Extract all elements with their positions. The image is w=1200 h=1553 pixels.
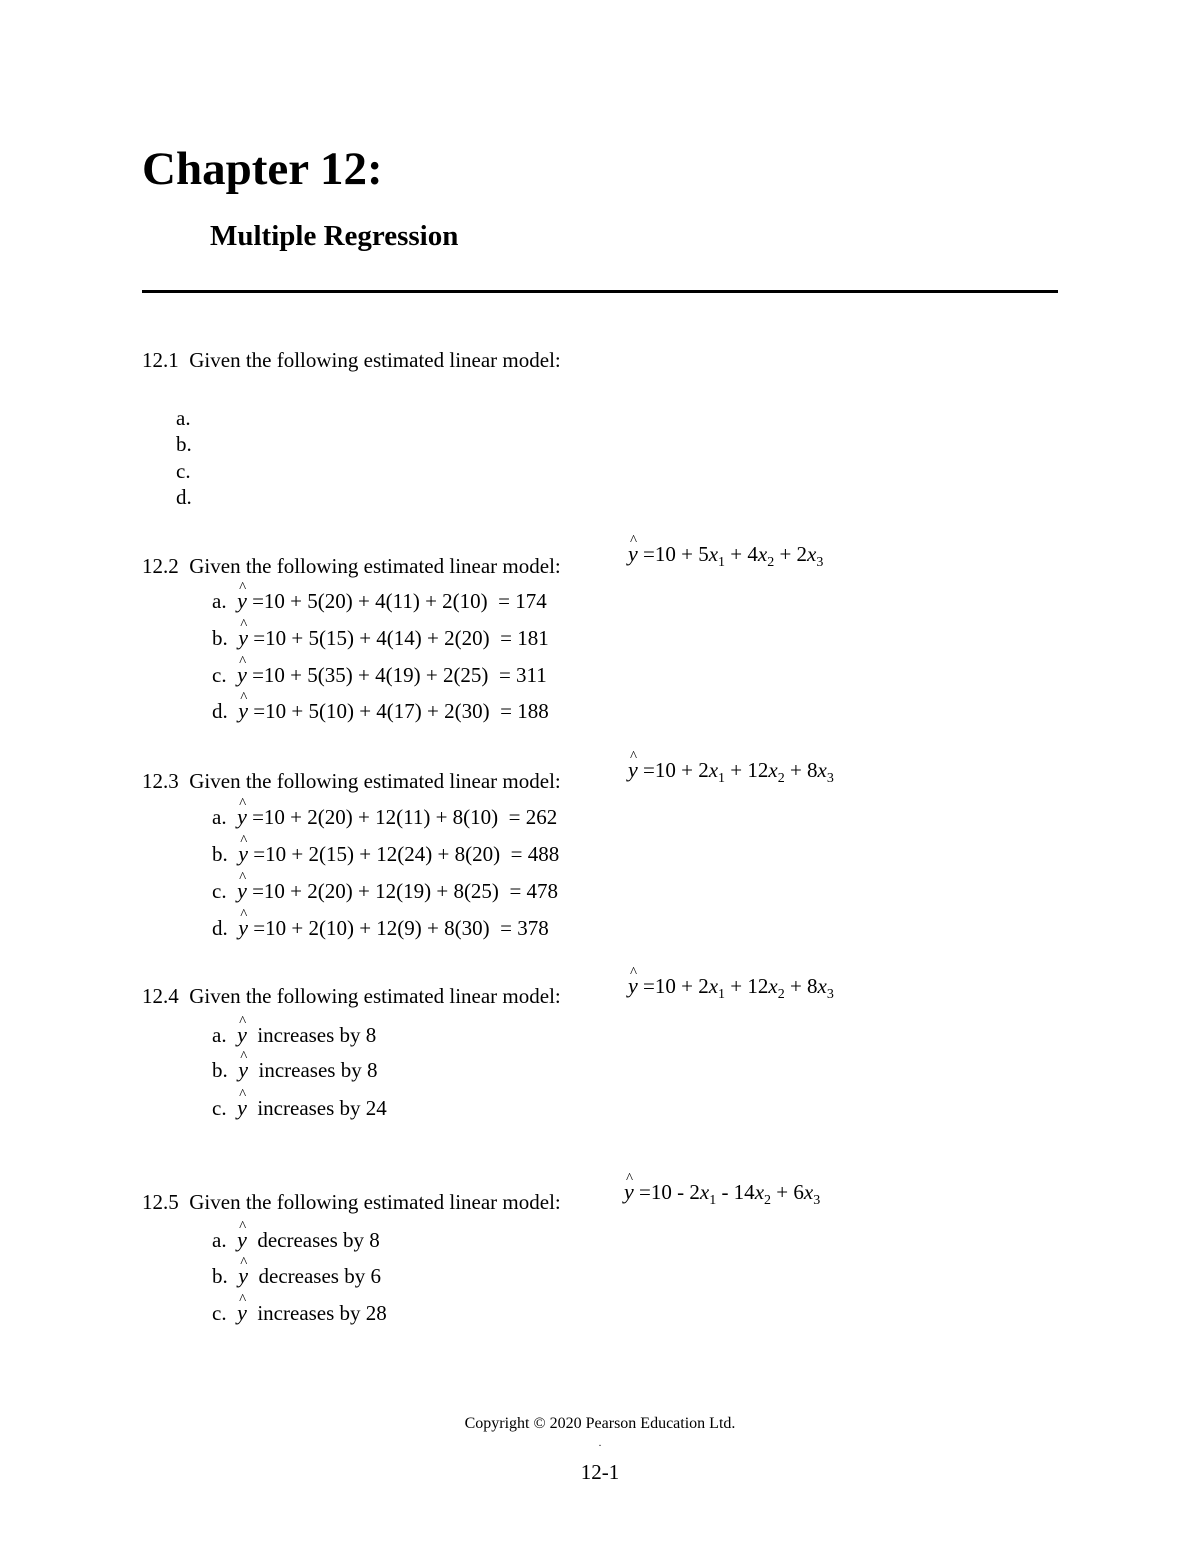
y-hat-symbol: ^ y [237, 1024, 247, 1046]
answer-item: a. ^ y decreases by 8 [212, 1229, 380, 1251]
question-number: 12.2 [142, 554, 179, 578]
y-hat-symbol: ^ y [624, 1181, 634, 1203]
question-number: 12.3 [142, 769, 179, 793]
y-hat-symbol: ^ y [237, 664, 247, 686]
answer-item: c. ^ y increases by 24 [212, 1097, 387, 1119]
y-hat-symbol: ^ y [238, 917, 248, 939]
copyright-notice: Copyright © 2020 Pearson Education Ltd. [464, 1415, 736, 1432]
question-12-4 [142, 986, 561, 1007]
question-12-3 [142, 771, 561, 792]
question-12-1 [142, 350, 561, 371]
y-hat-symbol: ^ y [628, 759, 638, 781]
y-hat-symbol: ^ y [237, 806, 247, 828]
page-number: 12-1 [580, 1460, 620, 1484]
y-hat-symbol: ^ y [237, 1302, 247, 1324]
answer-label: b. [176, 432, 192, 456]
answer-item: a. ^ y =10 + 2(20) + 12(11) + 8(10) = 262 [212, 806, 557, 828]
question-number: 12.4 [142, 984, 179, 1008]
y-hat-symbol: ^ y [237, 1097, 247, 1119]
answer-item: a. ^ y increases by 8 [212, 1024, 376, 1046]
header-divider [142, 290, 1058, 293]
question-text: Given the following estimated linear model: [189, 769, 561, 793]
answer-label: a. [176, 406, 191, 430]
answer-item: c. ^ y =10 + 2(20) + 12(19) + 8(25) = 478 [212, 880, 558, 902]
question-12-5 [142, 1192, 561, 1213]
question-number: 12.1 [142, 348, 179, 372]
model-equation: ^ $y =10 + 2x_1 + 12x_2 + 8x_3$ [628, 975, 834, 1002]
y-hat-symbol: ^ y [238, 627, 248, 649]
model-equation: ^ $y =10 + 2x_1 + 12x_2 + 8x_3$ [628, 759, 834, 786]
question-text: Given the following estimated linear model: [189, 554, 561, 578]
answer-item: c. ^ y increases by 28 [212, 1302, 387, 1324]
question-number: 12.5 [142, 1190, 179, 1214]
answer-item: b. ^ y =10 + 2(15) + 12(24) + 8(20) = 488 [212, 843, 559, 865]
answer-item: b. ^ y =10 + 5(15) + 4(14) + 2(20) = 181 [212, 627, 549, 649]
answer-item: c. ^ y =10 + 5(35) + 4(19) + 2(25) = 311 [212, 664, 547, 686]
chapter-title: Chapter 12: [142, 143, 383, 195]
y-hat-symbol: ^ y [237, 590, 247, 612]
model-equation: ^ $y =10 + 5x_1 + 4x_2 + 2x_3$ [628, 543, 823, 570]
question-text: Given the following estimated linear model: [189, 348, 561, 372]
answer-item: b. ^ y decreases by 6 [212, 1265, 381, 1287]
y-hat-symbol: ^ y [628, 543, 638, 565]
y-hat-symbol: ^ y [237, 1229, 247, 1251]
y-hat-symbol: ^ y [238, 1265, 248, 1287]
question-text: Given the following estimated linear model: [189, 1190, 561, 1214]
model-equation: ^ $y =10 - 2x_1 - 14x_2 + 6x_3$ [624, 1181, 820, 1208]
y-hat-symbol: ^ y [238, 843, 248, 865]
answer-item: b. ^ y increases by 8 [212, 1059, 377, 1081]
answer-label: d. [176, 485, 192, 509]
question-12-2 [142, 556, 561, 577]
y-hat-symbol: ^ y [238, 1059, 248, 1081]
answer-item: a. ^ y =10 + 5(20) + 4(11) + 2(10) = 174 [212, 590, 547, 612]
answer-item: d. ^ y =10 + 2(10) + 12(9) + 8(30) = 378 [212, 917, 549, 939]
y-hat-symbol: ^ y [628, 975, 638, 997]
y-hat-symbol: ^ y [238, 700, 248, 722]
answer-item: d. ^ y =10 + 5(10) + 4(17) + 2(30) = 188 [212, 700, 549, 722]
answer-label: c. [176, 459, 191, 483]
question-text: Given the following estimated linear model: [189, 984, 561, 1008]
footer-dot: . [598, 1438, 602, 1449]
y-hat-symbol: ^ y [237, 880, 247, 902]
chapter-subtitle: Multiple Regression [210, 220, 459, 252]
